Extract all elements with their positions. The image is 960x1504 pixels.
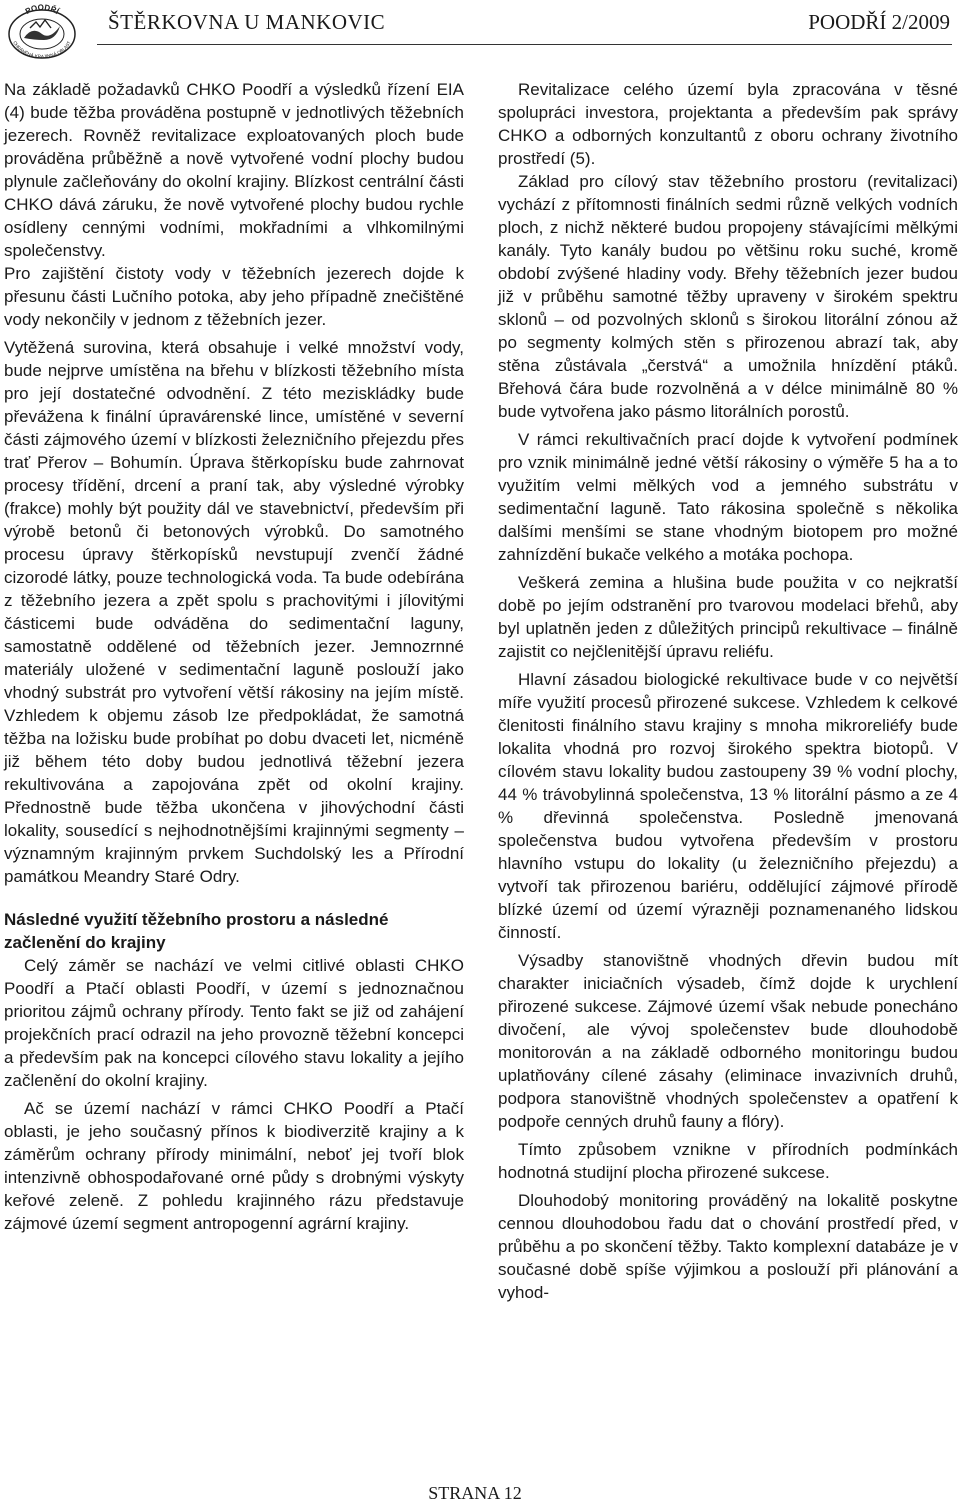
section-title: ŠTĚRKOVNA U MANKOVIC [108, 10, 386, 34]
header-divider [97, 44, 952, 45]
right-column [498, 78, 958, 1304]
svg-text:POODŘÍ [24, 3, 61, 17]
right-paragraph-7: Tímto způsobem vznikne v přírodních podmínkách hodnotná studijní plocha přirozené sukcese. [498, 1140, 958, 1182]
right-paragraph-4: Veškerá zemina a hlušina bude použita v co nejkratší době po jejím odstranění pro tvarovou modelaci břehů, aby byl uplatněn jeden z důležitých principů rekultivace – finálně zajistit co nejčlenitější úpravu reliéfu. [498, 573, 958, 661]
right-paragraph-8: Dlouhodobý monitoring prováděný na lokalitě poskytne cennou dlouhodobou řadu dat o chování prostředí před, v průběhu a po skončení těžby. Takto komplexní databáze je v současné době spíše výjimkou a poslouží při plánování a vyhod- [498, 1191, 958, 1302]
left-paragraph-3: Vytěžená surovina, která obsahuje i velké množství vody, bude nejprve umístěna na břehu v blízkosti těžebního místa pro její dostatečné odvodnění. Z této meziskládky bude převážena k finální úpravárenské lince, umístěné v severní části zájmového území v blízkosti železničního přejezdu přes trať Přerov – Bohumín. Úprava štěrkopísku bude zahrnovat procesy třídění, drcení a praní tak, aby výsledné výrobky (frakce) mohly být použity dál ve stavebnictví, především při výrobě betonů či betonových výrobků. Do samotného procesu úpravy štěrkopísků nevstupují zvenčí žádné cizorodé látky, pouze technologická voda. Ta bude odebírána z těžebního jezera a zpět spolu s prachovitými i jílovitými částicemi bude odváděna do sedimentační laguny, samostatně oddělené od těžebních jezer. Jemnozrnné materiály uložené v sedimentační laguně poslouží jako vhodný substrát pro vytvoření větší rákosiny na jejím místě. Vzhledem k objemu zásob lze předpokládat, že samotná těžba na ložisku bude probíhat po dobu dvaceti let, nicméně již během této doby budou jednotlivá těžební jezera rekultivována a zapojována zpět od okolní krajiny. Přednostně bude těžba ukončena v jihovýchodní části lokality, sousedící s nejhodnotnějšími krajinnými segmenty – významným krajinným prvkem Suchdolský les a Přírodní památkou Meandry Staré Odry. [4, 338, 464, 886]
logo-text-bottom: CHRÁNĚNÁ KRAJINNÁ OBLAST [12, 40, 72, 60]
right-paragraph-2: Základ pro cílový stav těžebního prostoru (revitalizaci) vychází z přítomnosti finálních sedmi různě velkých vodních ploch, z nichž některé budou propojeny stávajícími mělkými kanály. Tyto kanály budou po většinu roku suché, kromě období zvýšené hladiny vody. Břehy těžebních jezer budou již v průběhu samotné těžby upraveny v širokém spektru sklonů – od pozvolných sklonů s širokou litorální zónou až po segmenty kolmých stěn s přirozenou abrazí tak, aby stěna zůstávala „čerstvá“ a umožnila hnízdění ptáků. Břehová čára bude rozvolněná a v délce minimálně 80 % bude vytvořena jako pásmo litorálních porostů. [498, 172, 958, 421]
left-paragraph-5: Ač se území nachází v rámci CHKO Poodří a Ptačí oblasti, je jeho současný přínos k biodiverzitě krajiny a k záměrům ochrany přírody minimální, neboť jej tvoří blok intenzivně obhospodařované orné půdy s drobnými výskyty keřové zeleně. Z pohledu krajinného rázu představuje zájmové území segment antropogenní agrární krajiny. [4, 1099, 464, 1233]
left-paragraph-1: Na základě požadavků CHKO Poodří a výsledků řízení EIA (4) bude těžba prováděna postupně v jednotlivých těžebních jezerech. Rovněž revitalizace exploatovaných ploch bude prováděna průběžně a nově vytvořené vodní plochy budou plynule začleňovány do okolní krajiny. Blízkost centrální části CHKO dává záruku, že nově vytvořené plochy budou rychle osídleny cennými vodními, mokřadními a vlhkomilnými společenstvy. [4, 80, 464, 260]
svg-text:CHRÁNĚNÁ KRAJINNÁ OBLAST [12, 40, 72, 59]
right-paragraph-5: Hlavní zásadou biologické rekultivace bude v co největší míře využití procesů přirozené sukcese. Vzhledem k celkové členitosti finálního stavu krajiny s mnoha mikroreliéfy bude lokalita vhodná pro rozvoj širokého spektra biotopů. V cílovém stavu lokality budou zastoupeny 39 % vodní plochy, 44 % trávobylinná společenstva, 13 % litorální pásmo a ze 4 % dřevinná společenstva. Posledně jmenovaná společenstva budou vytvořena především v prostoru hlavního vstupu do lokality (u železničního přejezdu) a vytvoří tak přirozenou bariéru, oddělující zájmové přírodě blízké území od území výrazněji poznamenaného lidskou činností. [498, 670, 958, 942]
right-paragraph-3: V rámci rekultivačních prací dojde k vytvoření podmínek pro vznik minimálně jedné větší rákosiny o výměře 5 ha a to využitím velmi mělkých vod a jemného substrátu v sedimentační laguně. Tato rákosina společně s několika dalšími menšími se stane vhodným biotopem pro možné zahnízdění bukače velkého a motáka pochopa. [498, 430, 958, 564]
right-paragraph-6: Výsadby stanovištně vhodných dřevin budou mít charakter iniciačních výsadeb, čímž dojde k urychlení přirozené sukcese. Zájmové území však nebude ponecháno divočení, ale vývoj společenstev bude dlouhodobě monitorován a na základě odborného monitoringu budou uplatňovány cílené zásahy (eliminace invazivních druhů, podpora stanovištně vhodných společenstev a opatření k podpoře cenných druhů fauny a flóry). [498, 951, 958, 1131]
page-number: STRANA 12 [428, 1483, 522, 1503]
logo-text-top: POODŘÍ [23, 2, 61, 17]
right-paragraph-1: Revitalizace celého území byla zpracována v těsné spolupráci investora, projektanta a především pak správy CHKO a odborných konzultantů z oboru ochrany životního prostředí (5). [498, 80, 958, 168]
left-paragraph-4: Celý záměr se nachází ve velmi citlivé oblasti CHKO Poodří a Ptačí oblasti Poodří, v území s jednoznačnou prioritou zájmů ochrany přírody. Tento fakt se již od zahájení projekčních prací odrazil na jeho provozně těžební koncepci a především pak na koncepci cílového stavu lokality a jejího začlenění do okolní krajiny. [4, 956, 464, 1090]
page-footer [0, 1483, 960, 1504]
issue-label: POODŘÍ 2/2009 [808, 10, 950, 34]
section-heading: Následné využití těžebního prostoru a následné začlenění do krajiny [4, 910, 389, 952]
left-column [4, 78, 464, 1235]
poodri-logo [4, 2, 80, 60]
left-paragraph-2: Pro zajištění čistoty vody v těžebních jezerech dojde k přesunu části Lučního potoka, aby jeho případně znečištěné vody nekončily v jednom z těžebních jezer. [4, 264, 464, 329]
